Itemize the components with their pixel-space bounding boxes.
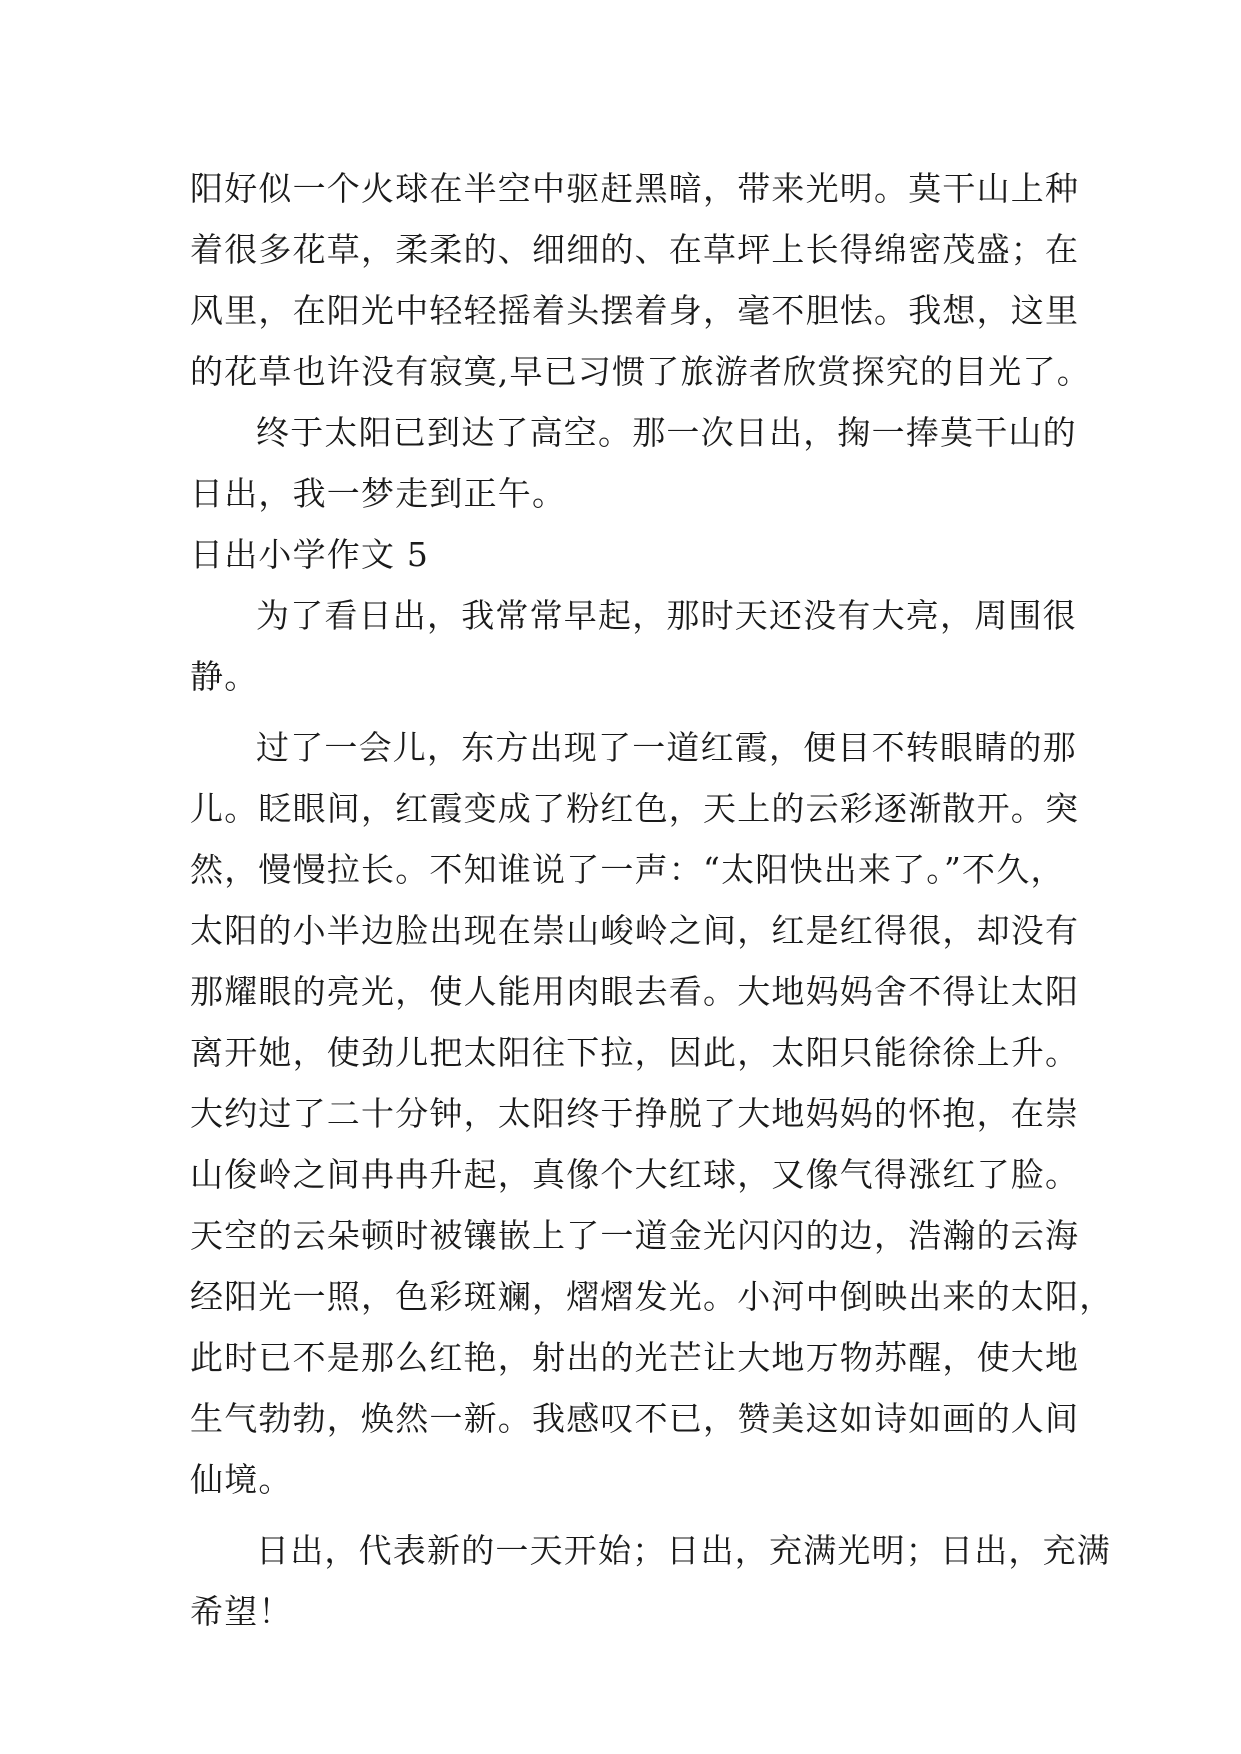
- text-line: 日出，我一梦走到正午。: [190, 474, 567, 513]
- text-line: 离开她，使劲儿把太阳往下拉，因此，太阳只能徐徐上升。: [190, 1033, 1080, 1072]
- text-line: 生气勃勃，焕然一新。我感叹不已，赞美这如诗如画的人间: [190, 1399, 1080, 1438]
- text-line: 此时已不是那么红艳，射出的光芒让大地万物苏醒，使大地: [190, 1338, 1080, 1377]
- paragraph-sun-reaches-sky: [190, 402, 1077, 524]
- essay-heading: 日出小学作文 5: [190, 535, 430, 574]
- paragraph-conclusion: [190, 1520, 1111, 1642]
- text-line: 终于太阳已到达了高空。那一次日出，掬一捧莫干山的: [256, 413, 1077, 452]
- text-line: 儿。眨眼间，红霞变成了粉红色，天上的云彩逐渐散开。突: [190, 789, 1080, 828]
- text-line: 为了看日出，我常常早起，那时天还没有大亮，周围很: [256, 596, 1077, 635]
- paragraph-sunrise-description: [190, 717, 1114, 1510]
- text-line: 阳好似一个火球在半空中驱赶黑暗，带来光明。莫干山上种: [190, 169, 1080, 208]
- text-line: 风里，在阳光中轻轻摇着头摆着身，毫不胆怯。我想，这里: [190, 291, 1080, 330]
- text-line: 山俊岭之间冉冉升起，真像个大红球，又像气得涨红了脸。: [190, 1155, 1080, 1194]
- paragraph-moganshan-flowers: [190, 158, 1091, 402]
- text-line: 静。: [190, 657, 259, 696]
- text-line: 过了一会儿，东方出现了一道红霞，便目不转眼睛的那: [256, 728, 1077, 767]
- text-line: 然，慢慢拉长。不知谁说了一声：“太阳快出来了。”不久，: [190, 850, 1065, 889]
- text-line: 天空的云朵顿时被镶嵌上了一道金光闪闪的边，浩瀚的云海: [190, 1216, 1080, 1255]
- text-line: 经阳光一照，色彩斑斓，熠熠发光。小河中倒映出来的太阳，: [190, 1277, 1114, 1316]
- text-line: 那耀眼的亮光，使人能用肉眼去看。大地妈妈舍不得让太阳: [190, 972, 1080, 1011]
- text-line: 太阳的小半边脸出现在崇山峻岭之间，红是红得很，却没有: [190, 911, 1080, 950]
- text-line: 着很多花草，柔柔的、细细的、在草坪上长得绵密茂盛；在: [190, 230, 1080, 269]
- document-page: [190, 158, 1114, 1642]
- paragraph-early-rising: [190, 585, 1077, 707]
- text-line: 希望！: [190, 1592, 293, 1631]
- text-line: 仙境。: [190, 1460, 293, 1499]
- text-line: 大约过了二十分钟，太阳终于挣脱了大地妈妈的怀抱，在崇: [190, 1094, 1080, 1133]
- text-line: 日出，代表新的一天开始；日出，充满光明；日出，充满: [256, 1531, 1111, 1570]
- text-line: 的花草也许没有寂寞,早已习惯了旅游者欣赏探究的目光了。: [190, 352, 1091, 391]
